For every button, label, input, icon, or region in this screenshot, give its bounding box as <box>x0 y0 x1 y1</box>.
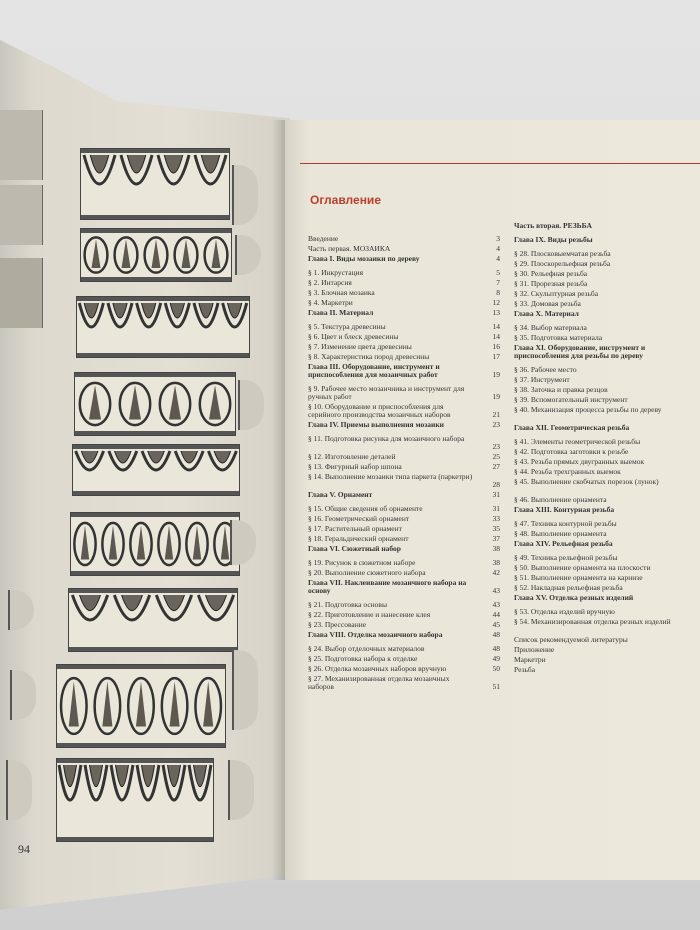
molding-profile <box>232 650 258 730</box>
toc-entry[interactable]: § 31. Прорезная резьба <box>514 280 588 288</box>
toc-entry[interactable]: § 22. Приготовление и нанесение клея <box>308 611 431 619</box>
ornament-panel-arches <box>80 148 230 220</box>
toc-entry[interactable]: § 28. Плосковыемчатая резьба <box>514 250 611 258</box>
toc-page-number: 45 <box>492 620 500 629</box>
toc-page-number: 3 <box>496 234 500 243</box>
ornament-drawing <box>81 229 231 281</box>
toc-entry[interactable]: § 34. Выбор материала <box>514 324 587 332</box>
toc-page-number: 31 <box>492 504 500 513</box>
toc-entry[interactable]: Маркетри <box>514 656 546 664</box>
toc-entry[interactable]: Глава X. Материал <box>514 310 579 318</box>
ornament-drawing <box>81 149 229 219</box>
braid-pattern-strip <box>0 110 43 180</box>
toc-page-number: 21 <box>492 410 500 419</box>
toc-entry[interactable]: § 2. Интарсия <box>308 279 352 287</box>
toc-page-number: 43 <box>492 600 500 609</box>
toc-entry[interactable]: § 17. Растительный орнамент <box>308 525 402 533</box>
toc-entry[interactable]: Глава XI. Оборудование, инструмент и приспособления для резьбы по дереву <box>514 344 646 360</box>
toc-page-number: 4 <box>496 254 500 263</box>
toc-page-number: 19 <box>492 370 500 379</box>
ornament-panel-garland <box>70 512 240 576</box>
toc-entry[interactable]: § 8. Характеристика пород древесины <box>308 353 430 361</box>
weave-pattern-strip <box>0 258 43 328</box>
toc-entry[interactable]: § 13. Фигурный набор шпона <box>308 463 402 471</box>
molding-profile <box>6 760 32 820</box>
toc-page-number: 44 <box>492 610 500 619</box>
toc-entry[interactable]: § 27. Механизированная отделка мозаичных наборов <box>308 675 450 691</box>
toc-page-number: 51 <box>492 682 500 691</box>
toc-page-number: 16 <box>492 342 500 351</box>
toc-entry[interactable]: § 30. Рельефная резьба <box>514 270 588 278</box>
toc-page-number: 31 <box>492 490 500 499</box>
toc-page-number: 50 <box>492 664 500 673</box>
toc-entry[interactable]: Глава I. Виды мозаики по дереву <box>308 255 420 263</box>
toc-entry[interactable]: Введение <box>308 235 339 243</box>
toc-page-number: 7 <box>496 278 500 287</box>
toc-entry[interactable]: § 6. Цвет и блеск древесины <box>308 333 399 341</box>
toc-entry[interactable]: § 35. Подготовка материала <box>514 334 603 342</box>
ornament-drawing <box>57 665 225 747</box>
molding-profile <box>228 760 254 820</box>
toc-entry[interactable]: § 41. Элементы геометрической резьбы <box>514 438 641 446</box>
toc-entry[interactable]: § 52. Накладная рельефная резьба <box>514 584 623 592</box>
toc-entry[interactable]: Приложение <box>514 646 555 654</box>
toc-entry[interactable]: Глава III. Оборудование, инструмент и приспособления для мозаичных работ <box>308 363 440 379</box>
toc-entry[interactable]: § 5. Текстура древесины <box>308 323 386 331</box>
toc-page-number: 48 <box>492 630 500 639</box>
toc-page-number: 14 <box>492 322 500 331</box>
toc-page-number: 12 <box>492 298 500 307</box>
toc-entry[interactable]: § 23. Прессование <box>308 621 367 629</box>
toc-page-number: 48 <box>492 644 500 653</box>
toc-page-number: 28 <box>492 480 500 489</box>
ornament-panel-arches-2 <box>68 588 238 652</box>
toc-page-number: 49 <box>492 654 500 663</box>
toc-page-number: 13 <box>492 308 500 317</box>
toc-entry[interactable]: § 46. Выполнение орнамента <box>514 496 607 504</box>
toc-entry[interactable]: § 45. Выполнение скобчатых порезок (лунок) <box>514 478 659 486</box>
toc-entry[interactable]: § 43. Резьба прямых двугранных выемок <box>514 458 645 466</box>
toc-entry[interactable]: § 29. Плоскорельефная резьба <box>514 260 611 268</box>
toc-page-number: 25 <box>492 452 500 461</box>
toc-page-number: 23 <box>492 420 500 429</box>
toc-entry[interactable]: Глава XIV. Рельефная резьба <box>514 540 613 548</box>
toc-page-number: 5 <box>496 268 500 277</box>
toc-entry[interactable]: § 48. Выполнение орнамента <box>514 530 607 538</box>
ornament-drawing <box>71 513 239 575</box>
ornament-panel-acanthus-b <box>56 758 214 842</box>
toc-entry[interactable]: § 50. Выполнение орнамента на плоскости <box>514 564 651 572</box>
toc-entry[interactable]: § 12. Изготовление деталей <box>308 453 396 461</box>
toc-entry[interactable]: § 49. Техника рельефной резьбы <box>514 554 618 562</box>
toc-page-number: 17 <box>492 352 500 361</box>
toc-entry[interactable]: § 40. Механизация процесса резьбы по дереву <box>514 406 662 414</box>
toc-entry[interactable]: § 47. Техника контурной резьбы <box>514 520 617 528</box>
ornament-drawing <box>75 373 235 435</box>
ornament-panel-tulips <box>76 296 250 358</box>
toc-entry[interactable]: Резьба <box>514 666 536 674</box>
toc-entry[interactable]: Часть первая. МОЗАИКА <box>308 245 391 253</box>
toc-entry[interactable]: § 20. Выполнение сюжетного набора <box>308 569 426 577</box>
toc-entry[interactable]: Глава IX. Виды резьбы <box>514 236 593 244</box>
toc-entry[interactable]: § 19. Рисунок в сюжетном наборе <box>308 559 416 567</box>
toc-entry[interactable]: § 16. Геометрический орнамент <box>308 515 410 523</box>
toc-page-number: 43 <box>492 586 500 595</box>
molding-profile <box>232 165 258 225</box>
toc-page-number: 14 <box>492 332 500 341</box>
toc-entry[interactable]: § 44. Резьба трехгранных выемок <box>514 468 621 476</box>
toc-entry[interactable]: § 9. Рабочее место мозаичника и инструмент для ручных работ <box>308 385 465 401</box>
toc-entry[interactable]: Глава XV. Отделка резных изделий <box>514 594 634 602</box>
toc-page-number: 33 <box>492 514 500 523</box>
toc-entry[interactable]: Глава VI. Сюжетный набор <box>308 545 401 553</box>
toc-entry[interactable]: § 3. Блочная мозаика <box>308 289 375 297</box>
toc-entry[interactable]: Часть вторая. РЕЗЬБА <box>514 222 592 230</box>
toc-entry[interactable]: Глава IV. Приемы выполнения мозаики <box>308 421 444 429</box>
toc-page-number: 27 <box>492 462 500 471</box>
toc-page-number: 38 <box>492 544 500 553</box>
toc-entry[interactable]: § 11. Подготовка рисунка для мозаичного набора <box>308 435 465 443</box>
toc-entry[interactable]: Глава VII. Наклеивание мозаичного набора на основу <box>308 579 467 595</box>
toc-entry[interactable]: Глава V. Орнамент <box>308 491 373 499</box>
toc-entry[interactable]: § 53. Отделка изделий вручную <box>514 608 615 616</box>
toc-page-number: 35 <box>492 524 500 533</box>
toc-page-number: 23 <box>492 442 500 451</box>
toc-page-number: 38 <box>492 558 500 567</box>
toc-entry[interactable]: § 32. Скульптурная резьба <box>514 290 599 298</box>
braid-pattern-strip <box>0 185 43 245</box>
page-number: 94 <box>18 842 30 856</box>
toc-entry[interactable]: § 26. Отделка мозаичных наборов вручную <box>308 665 447 673</box>
toc-entry[interactable]: § 10. Оборудование и приспособления для серийного производства мозаичных наборов <box>308 403 451 419</box>
ornament-drawing <box>77 297 249 357</box>
toc-entry[interactable]: § 33. Домовая резьба <box>514 300 581 308</box>
toc-page-number: 8 <box>496 288 500 297</box>
ornament-panel-acanthus-a <box>56 664 226 748</box>
toc-entry[interactable]: § 18. Геральдический орнамент <box>308 535 409 543</box>
toc-page-number: 4 <box>496 244 500 253</box>
toc-page-number: 19 <box>492 392 500 401</box>
toc-entry[interactable]: § 24. Выбор отделочных материалов <box>308 645 425 653</box>
toc-entry[interactable]: § 42. Подготовка заготовки к резьбе <box>514 448 629 456</box>
toc-entry[interactable]: Глава VIII. Отделка мозаичного набора <box>308 631 443 639</box>
ornament-drawing <box>73 445 239 495</box>
header-rule <box>300 163 700 164</box>
toc-entry[interactable]: Глава XIII. Контурная резьба <box>514 506 615 514</box>
toc-entry[interactable]: § 36. Рабочее место <box>514 366 577 374</box>
ornament-drawing <box>69 589 237 651</box>
toc-entry[interactable]: § 37. Инструмент <box>514 376 570 384</box>
toc-entry[interactable]: § 51. Выполнение орнамента на карнизе <box>514 574 643 582</box>
toc-entry[interactable]: § 39. Вспомогательный инструмент <box>514 396 628 404</box>
toc-entry[interactable]: § 15. Общие сведения об орнаменте <box>308 505 423 513</box>
ornament-panel-leaves-b <box>72 444 240 496</box>
toc-entry[interactable]: Глава XII. Геометрическая резьба <box>514 424 630 432</box>
toc-title: Оглавление <box>310 193 381 207</box>
ornament-panel-leaves-a <box>74 372 236 436</box>
toc-entry[interactable]: § 7. Изменение цвета древесины <box>308 343 412 351</box>
toc-page-number: 42 <box>492 568 500 577</box>
toc-entry[interactable]: § 25. Подготовка набора к отделке <box>308 655 418 663</box>
toc-entry[interactable]: Список рекомендуемой литературы <box>514 636 628 644</box>
toc-entry[interactable]: § 54. Механизированная отделка резных изделий <box>514 618 671 626</box>
toc-entry[interactable]: § 21. Подготовка основы <box>308 601 387 609</box>
toc-entry[interactable]: § 14. Выполнение мозаики типа паркета (паркетри) <box>308 473 473 481</box>
toc-page-number: 37 <box>492 534 500 543</box>
ornament-panel-loops <box>80 228 232 282</box>
toc-entry[interactable]: § 1. Инкрустация <box>308 269 364 277</box>
toc-entry[interactable]: § 38. Заточка и правка резцов <box>514 386 608 394</box>
ornament-drawing <box>57 759 213 841</box>
toc-entry[interactable]: § 4. Маркетри <box>308 299 353 307</box>
toc-entry[interactable]: Глава II. Материал <box>308 309 374 317</box>
